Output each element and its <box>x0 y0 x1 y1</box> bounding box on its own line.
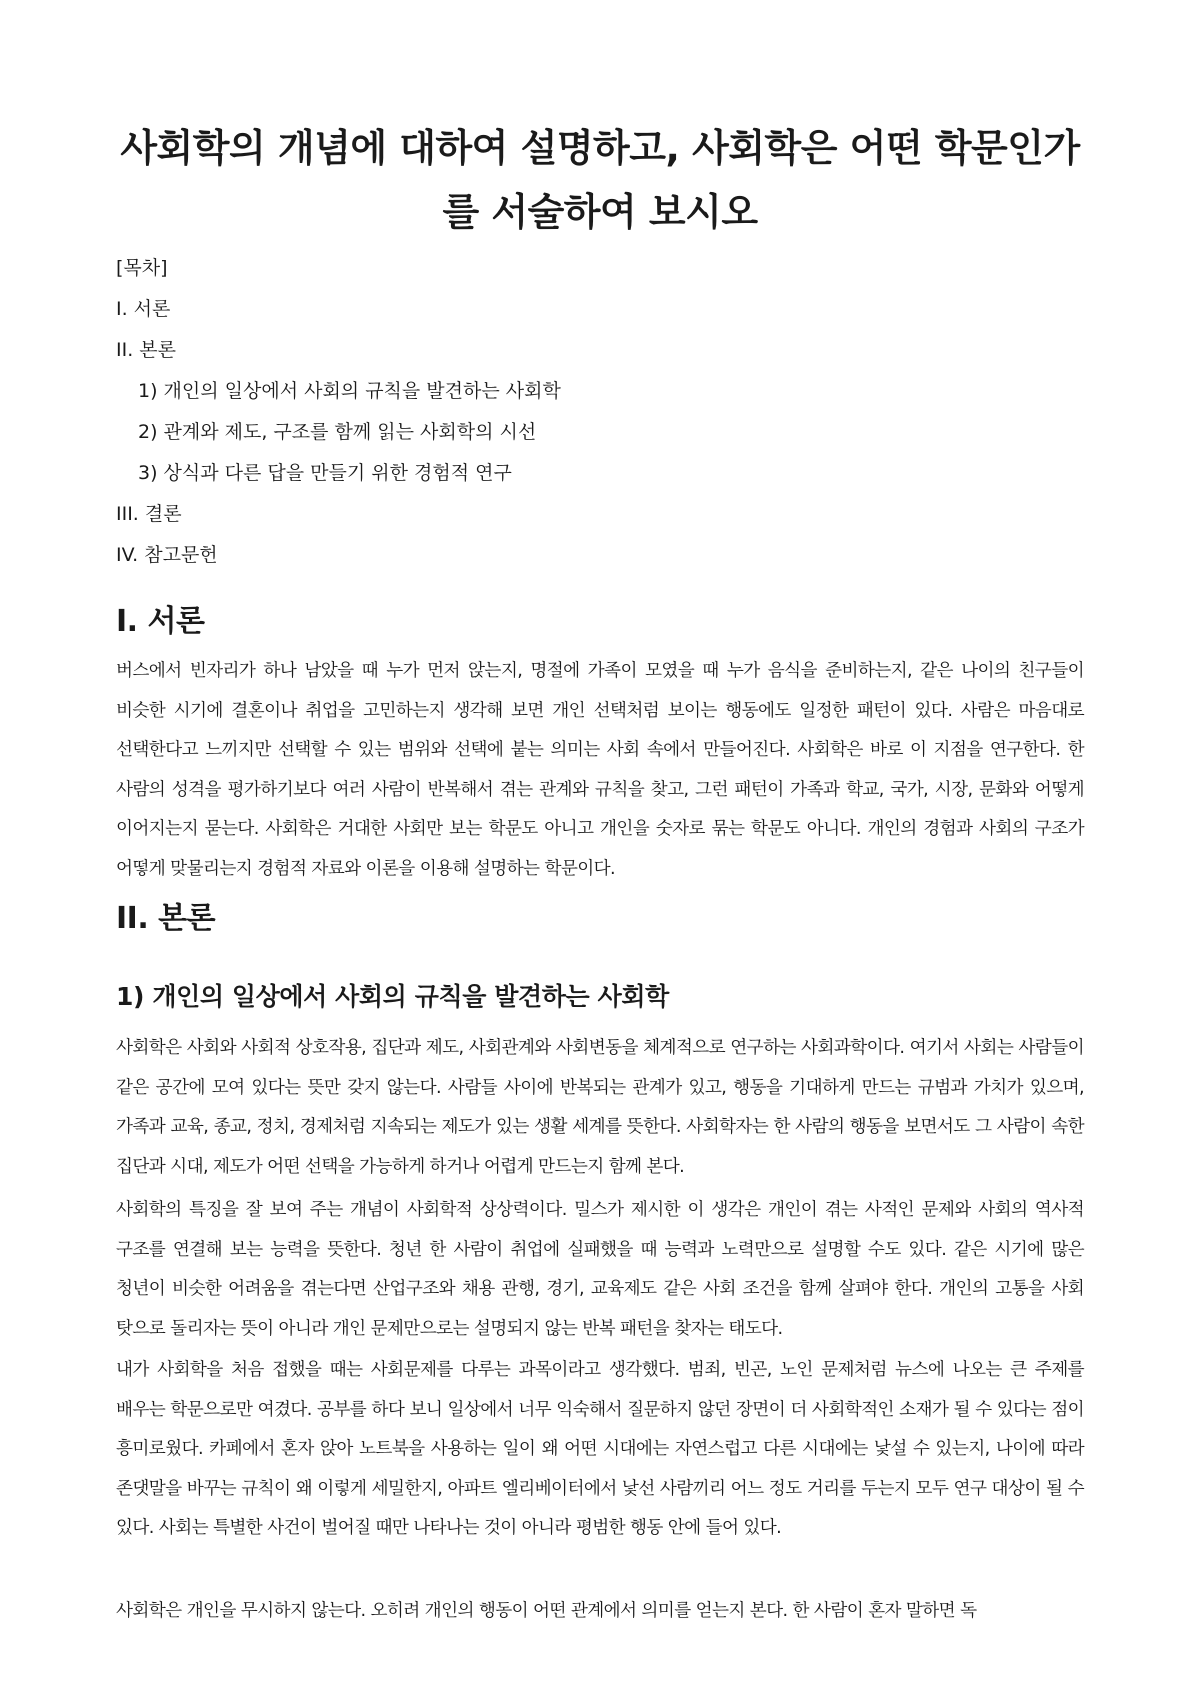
toc-item: III. 결론 <box>116 503 182 525</box>
toc-item: I. 서론 <box>116 298 171 320</box>
body-paragraph: 내가 사회학을 처음 접했을 때는 사회문제를 다루는 과목이라고 생각했다. 범죄, 빈곤, 노인 문제처럼 뉴스에 나오는 큰 주제를 배우는 학문으로만 여겼다. 공부를 하다 보니 일상에서 너무 익숙해서 질문하지 않던 장면이 더 사회학적인 소재가 될 수 있다는 점이 흥미로웠다. 카페에서 혼자 앉아 노트북을 사용하는 일이 왜 어떤 시대에는 자연스럽고 다른 시대에는 낯설 수 있는지, 나이에 따라 존댓말을 바꾸는 규칙이 왜 이렇게 세밀한지, 아파트 엘리베이터에서 낯선 사람끼리 어느 정도 거리를 두는지 모두 연구 대상이 될 수 있다. 사회는 특별한 사건이 벌어질 때만 나타나는 것이 아니라 평범한 행동 안에 들어 있다. <box>116 1360 1084 1538</box>
toc-item: II. 본론 <box>116 339 176 361</box>
toc-subitem: 3) 상식과 다른 답을 만들기 위한 경험적 연구 <box>138 462 512 484</box>
document-title: 사회학의 개념에 대하여 설명하고, 사회학은 어떤 학문인가를 서술하여 보시오 <box>120 126 1080 234</box>
table-of-contents <box>116 248 1084 576</box>
section-heading-intro: I. 서론 <box>116 604 205 639</box>
toc-subitem: 2) 관계와 제도, 구조를 함께 읽는 사회학의 시선 <box>138 421 537 443</box>
toc-heading: [목차] <box>116 257 168 279</box>
intro-paragraph: 버스에서 빈자리가 하나 남았을 때 누가 먼저 앉는지, 명절에 가족이 모였을 때 누가 음식을 준비하는지, 같은 나이의 친구들이 비슷한 시기에 결혼이나 취업을 고민하는지 생각해 보면 개인 선택처럼 보이는 행동에도 일정한 패턴이 있다. 사람은 마음대로 선택한다고 느끼지만 선택할 수 있는 범위와 선택에 붙는 의미는 사회 속에서 만들어진다. 사회학은 바로 이 지점을 연구한다. 한 사람의 성격을 평가하기보다 여러 사람이 반복해서 겪는 관계와 규칙을 찾고, 그런 패턴이 가족과 학교, 국가, 시장, 문화와 어떻게 이어지는지 묻는다. 사회학은 거대한 사회만 보는 학문도 아니고 개인을 숫자로 묶는 학문도 아니다. 개인의 경험과 사회의 구조가 어떻게 맞물리는지 경험적 자료와 이론을 이용해 설명하는 학문이다. <box>116 661 1084 879</box>
body-paragraph: 사회학은 개인을 무시하지 않는다. 오히려 개인의 행동이 어떤 관계에서 의미를 얻는지 본다. 한 사람이 혼자 말하면 독 <box>116 1601 977 1621</box>
body-paragraph: 사회학은 사회와 사회적 상호작용, 집단과 제도, 사회관계와 사회변동을 체계적으로 연구하는 사회과학이다. 여기서 사회는 사람들이 같은 공간에 모여 있다는 뜻만 갖지 않는다. 사람들 사이에 반복되는 관계가 있고, 행동을 기대하게 만드는 규범과 가치가 있으며, 가족과 교육, 종교, 정치, 경제처럼 지속되는 제도가 있는 생활 세계를 뜻한다. 사회학자는 한 사람의 행동을 보면서도 그 사람이 속한 집단과 시대, 제도가 어떤 선택을 가능하게 하거나 어렵게 만드는지 함께 본다. <box>116 1038 1084 1177</box>
toc-subitem: 1) 개인의 일상에서 사회의 규칙을 발견하는 사회학 <box>138 380 561 402</box>
toc-item: IV. 참고문헌 <box>116 544 218 566</box>
body-paragraph: 사회학의 특징을 잘 보여 주는 개념이 사회학적 상상력이다. 밀스가 제시한 이 생각은 개인이 겪는 사적인 문제와 사회의 역사적 구조를 연결해 보는 능력을 뜻한다. 청년 한 사람이 취업에 실패했을 때 능력과 노력만으로 설명할 수도 있다. 같은 시기에 많은 청년이 비슷한 어려움을 겪는다면 산업구조와 채용 관행, 경기, 교육제도 같은 사회 조건을 함께 살펴야 한다. 개인의 고통을 사회 탓으로 돌리자는 뜻이 아니라 개인 문제만으로는 설명되지 않는 반복 패턴을 찾자는 태도다. <box>116 1200 1084 1339</box>
subsection-heading-1: 1) 개인의 일상에서 사회의 규칙을 발견하는 사회학 <box>116 982 669 1011</box>
section-heading-body: II. 본론 <box>116 901 216 936</box>
